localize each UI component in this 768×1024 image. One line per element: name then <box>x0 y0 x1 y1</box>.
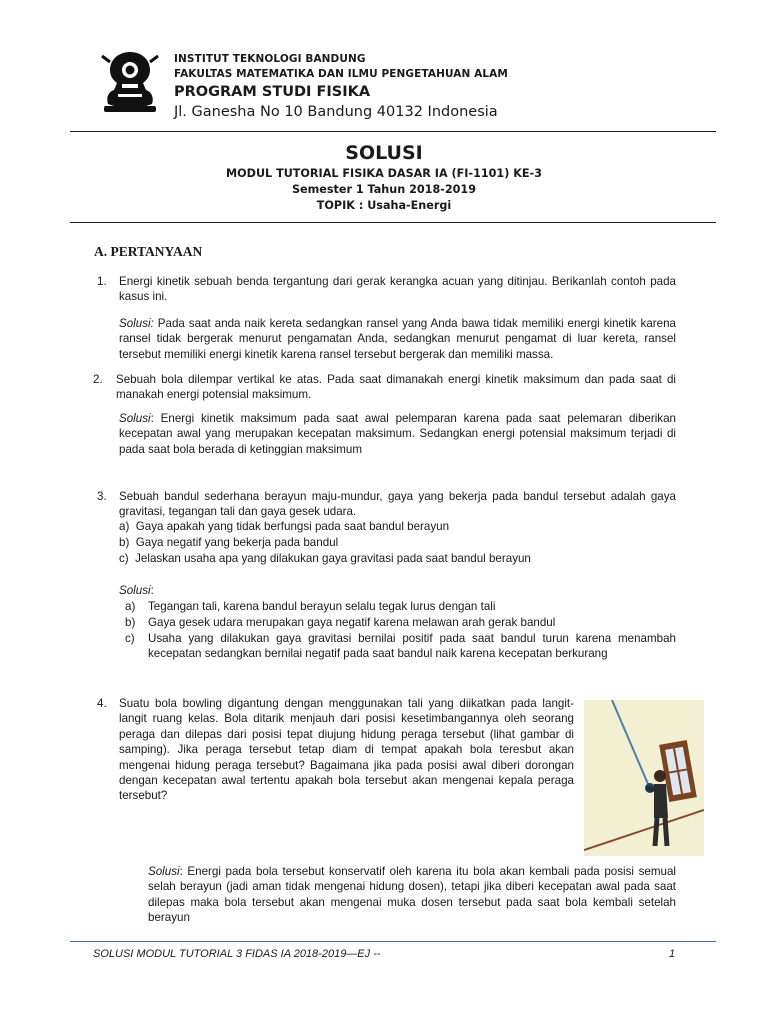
module-title: MODUL TUTORIAL FISIKA DASAR IA (FI-1101) KE-3 <box>226 167 542 180</box>
q1-text: Energi kinetik sebuah benda tergantung dari gerak kerangka acuan yang ditinjau. Berikanlah contoh pada kasus ini. <box>119 275 676 304</box>
list-label: c) <box>125 632 135 645</box>
q2-text: Sebuah bola dilempar vertikal ke atas. Pada saat dimanakah energi kinetik maksimum dan pada saat di manakah energi potensial maksimum. <box>116 373 676 402</box>
q2-number: 2. <box>93 373 103 386</box>
q3-item-a <box>119 519 449 534</box>
q3-text: Sebuah bandul sederhana berayun maju-mundur, gaya yang bekerja pada bandul tersebut adalah gaya gravitasi, tegangan tali dan gaya gesek udara. <box>119 490 676 519</box>
q3-item-b <box>119 535 338 550</box>
doc-title: SOLUSI <box>345 142 423 164</box>
q4-solution <box>148 864 676 926</box>
section-heading: A. PERTANYAAN <box>94 244 203 259</box>
q4-solution-label: Solusi <box>148 865 180 878</box>
semester: Semester 1 Tahun 2018-2019 <box>291 183 477 196</box>
title-rule <box>70 222 716 223</box>
list-label: b) <box>125 616 136 629</box>
q2-solution <box>119 411 676 457</box>
list-label: c) <box>119 552 129 565</box>
q4-text: Suatu bola bowling digantung dengan menggunakan tali yang diikatkan pada langit-langit ruang kelas. Bola ditarik menjauh dari posisi kesetimbangannya oleh seorang peraga dan dilepas dari posisi tepat diujung hidung peraga tersebut (lihat gambar di samping). Jika peraga tersebut tetap diam di tempat apakah bola teresbut akan mengenai hidung peraga tersebut? Bagaimana jika pada posisi awal diberi dorongan dengan kecepatan awal tertentu apakah bola tersebut akan mengenai kepala peraga tersebut? <box>119 697 574 803</box>
q1-solution <box>119 316 676 362</box>
q3-sol-item-c <box>125 631 135 646</box>
q3-sol-text-c: Usaha yang dilakukan gaya gravitasi bernilai positif pada saat bandul turun karena menambah kecepatan sedangkan bernilai negatif pada saat bandul naik karena kecepatan berkurang <box>148 632 676 661</box>
q2-solution-text: : Energi kinetik maksimum pada saat awal pelemparan karena pada saat pelemaran diberikan kecepatan awal yang merupakan kecepatan maksimum. Sedangkan energi potensial maksimum terjadi di pada saat bola berada di ketinggian maksimum <box>119 412 676 456</box>
program-name: PROGRAM STUDI FISIKA <box>174 84 371 100</box>
q3-sol-text-b: Gaya gesek udara merupakan gaya negatif karena melawan arah gerak bandul <box>148 616 556 629</box>
list-text: Gaya apakah yang tidak berfungsi pada saat bandul berayun <box>135 520 450 533</box>
footer-text: SOLUSI MODUL TUTORIAL 3 FIDAS IA 2018-2019—EJ -- <box>93 948 381 960</box>
list-text: Gaya negatif yang bekerja pada bandul <box>135 536 339 549</box>
pendulum-illustration <box>584 700 704 856</box>
q3-sol-text-a: Tegangan tali, karena bandul berayun selalu tegak lurus dengan tali <box>148 600 496 613</box>
address: Jl. Ganesha No 10 Bandung 40132 Indonesia <box>174 104 498 120</box>
q4-solution-text: : Energi pada bola tersebut konservatif oleh karena itu bola akan kembali pada posisi semual selah berayun (jadi aman tidak mengenai hidung dosen), tetapi jika diberi kecepatan awal pada saat dilepas maka bola tersebut akan mengenai muka dosen tersebut pada saat bola kembali setelah berayun <box>148 865 676 925</box>
q3-sol-item-b <box>125 615 135 630</box>
q3-number: 3. <box>97 490 107 503</box>
q3-item-c <box>119 551 531 566</box>
faculty-name: FAKULTAS MATEMATIKA DAN ILMU PENGETAHUAN ALAM <box>174 68 508 80</box>
q3-solution-colon: : <box>150 584 154 597</box>
footer-rule <box>70 941 716 942</box>
list-text: Jelaskan usaha apa yang dilakukan gaya gravitasi pada saat bandul berayun <box>135 552 531 565</box>
topic: TOPIK : Usaha-Energi <box>316 199 452 212</box>
list-label: b) <box>119 536 130 549</box>
q1-number: 1. <box>97 275 107 288</box>
q3-sol-item-a <box>125 599 135 614</box>
q3-solution-label: Solusi <box>119 584 151 597</box>
page-number: 1 <box>669 948 676 960</box>
q1-solution-label: Solusi: <box>119 317 154 330</box>
q1-solution-text: Pada saat anda naik kereta sedangkan ransel yang Anda bawa tidak memiliki energi kinetik karena ransel tidak bergerak menurut pengamatan Anda, sedangkan menurut pengamat di luar kereta, ransel tersebut memiliki energi kinetik karena ransel tersebut bergerak dan memiliki massa. <box>119 317 676 361</box>
q3-solution-heading <box>119 583 154 598</box>
list-label: a) <box>125 600 136 613</box>
header-rule <box>70 131 716 132</box>
q2-solution-label: Solusi <box>119 412 151 425</box>
institute-name: INSTITUT TEKNOLOGI BANDUNG <box>174 53 366 65</box>
q4-number: 4. <box>97 697 107 710</box>
list-label: a) <box>119 520 130 533</box>
itb-logo <box>100 48 160 114</box>
